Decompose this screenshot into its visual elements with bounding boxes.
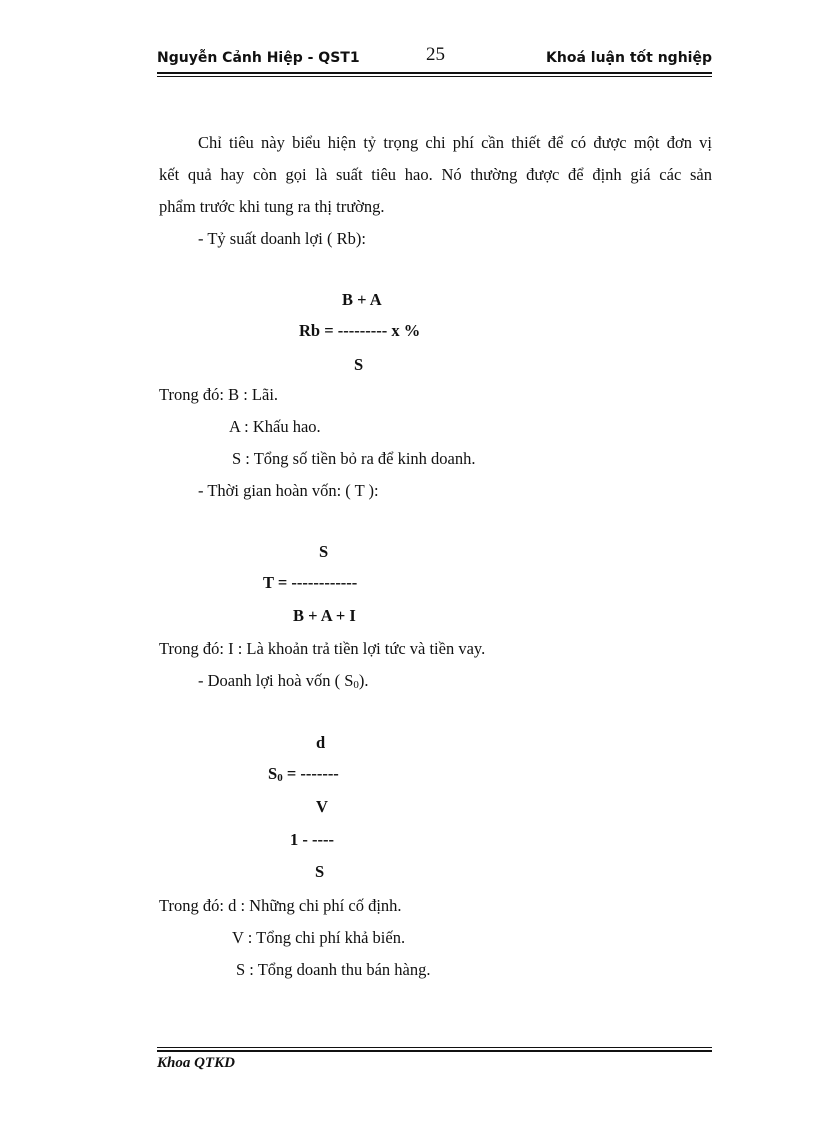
footer-department: Khoa QTKD: [157, 1055, 235, 1071]
header-author: Nguyễn Cảnh Hiệp - QST1: [157, 50, 360, 66]
rb-where-3: S : Tổng số tiền bỏ ra để kinh doanh.: [232, 449, 476, 468]
s0-where-2: V : Tổng chi phí khả biến.: [232, 928, 406, 947]
paragraph-line: kết quả hay còn gọi là suất tiêu hao. Nó thường được để định giá các sản: [159, 165, 712, 184]
rb-formula: Rb = --------- x %: [299, 321, 421, 340]
t-numerator: S: [319, 542, 329, 561]
footer-rule-bottom: [157, 1050, 712, 1052]
t-heading: - Thời gian hoàn vốn: ( T ):: [198, 481, 379, 500]
paragraph-intro: [159, 127, 712, 223]
s0-where-1: Trong đó: d : Những chi phí cố định.: [159, 896, 402, 915]
footer-rule-top: [157, 1047, 712, 1048]
rb-where-2: A : Khấu hao.: [229, 417, 321, 436]
s0-formula: $S_0$ = -------: [268, 764, 339, 784]
paragraph-line: Chỉ tiêu này biểu hiện tỷ trọng chi phí cần thiết để có được một đơn vị: [198, 133, 712, 152]
t-where-1: Trong đó: I : Là khoản trả tiền lợi tức và tiền vay.: [159, 639, 486, 658]
rb-numerator: B + A: [342, 290, 382, 309]
t-denominator: B + A + I: [293, 606, 356, 625]
s0-inner-numerator: V: [316, 797, 328, 816]
rb-denominator: S: [354, 355, 364, 374]
paragraph-line: phẩm trước khi tung ra thị trường.: [159, 197, 385, 216]
s0-heading: - Doanh lợi hoà vốn ( $S_0$).: [198, 671, 369, 691]
t-formula: T = ------------: [263, 573, 358, 592]
rb-where-1: Trong đó: B : Lãi.: [159, 385, 279, 404]
header-rule-bottom: [157, 76, 712, 77]
header-title: Khoá luận tốt nghiệp: [546, 50, 712, 66]
s0-where-3: S : Tổng doanh thu bán hàng.: [236, 960, 431, 979]
header-rule-top: [157, 72, 712, 74]
s0-numerator: d: [316, 733, 326, 752]
rb-heading: - Tỷ suất doanh lợi ( Rb):: [198, 229, 366, 248]
page-number: 25: [426, 44, 445, 65]
s0-inner-formula: 1 - ----: [290, 830, 334, 849]
s0-inner-denominator: S: [315, 862, 325, 881]
